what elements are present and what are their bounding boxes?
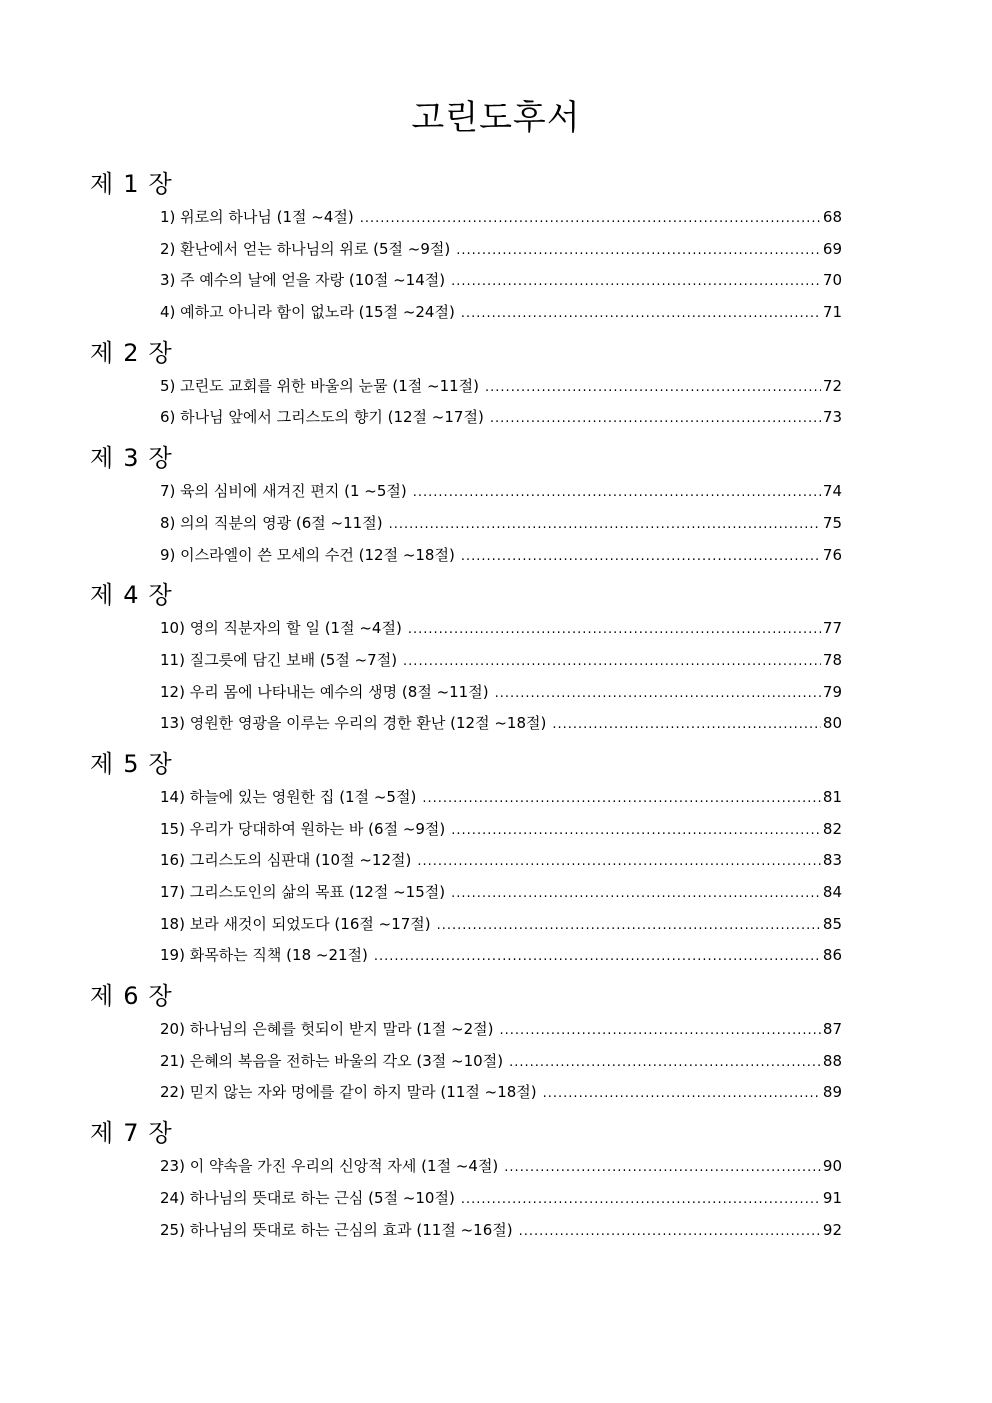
dot-leader	[408, 614, 821, 645]
toc-entry-page: 70	[822, 271, 842, 290]
toc-entry-page: 83	[822, 851, 842, 870]
toc-entry-page: 92	[822, 1220, 842, 1239]
toc-entry[interactable]	[160, 1014, 842, 1046]
toc-entry-label: 4) 예하고 아니라 함이 없노라 (15절 ~24절)	[160, 303, 455, 322]
toc-entry[interactable]	[160, 708, 842, 740]
dot-leader	[417, 846, 821, 877]
dot-leader	[451, 266, 821, 297]
toc-entry[interactable]	[160, 297, 842, 329]
chapter-heading	[90, 577, 992, 613]
toc-entry-page: 75	[822, 513, 842, 532]
chapter-suffix: 장	[148, 1119, 172, 1148]
chapter-heading	[90, 746, 992, 782]
toc-entry[interactable]	[160, 508, 842, 540]
toc-entry[interactable]	[160, 814, 842, 846]
toc-entry-label: 22) 믿지 않는 자와 멍에를 같이 하지 말라 (11절 ~18절)	[160, 1083, 537, 1102]
toc-entry-label: 6) 하나님 앞에서 그리스도의 향기 (12절 ~17절)	[160, 408, 484, 427]
chapter-prefix: 제	[90, 170, 114, 198]
chapter-suffix: 장	[148, 170, 172, 198]
toc-entry-label: 2) 환난에서 얻는 하나님의 위로 (5절 ~9절)	[160, 239, 451, 258]
toc-entry-label: 16) 그리스도의 심판대 (10절 ~12절)	[160, 851, 412, 870]
dot-leader	[461, 298, 821, 329]
toc-entry-label: 8) 의의 직분의 영광 (6절 ~11절)	[160, 513, 383, 532]
toc-entry[interactable]	[160, 845, 842, 877]
chapter-prefix: 제	[90, 1119, 114, 1148]
toc-entry[interactable]	[160, 265, 842, 297]
toc-entry[interactable]	[160, 402, 842, 434]
dot-leader	[360, 203, 821, 234]
toc-entry[interactable]	[160, 645, 842, 677]
toc-entry-page: 91	[822, 1188, 842, 1207]
toc-entry-label: 19) 화목하는 직책 (18 ~21절)	[160, 946, 368, 965]
chapter-heading	[90, 440, 992, 476]
chapter-heading	[90, 166, 992, 202]
toc-entry-page: 87	[822, 1020, 842, 1039]
toc-entry-page: 81	[822, 787, 842, 806]
toc-entry[interactable]	[160, 234, 842, 266]
toc-entry-page: 86	[822, 946, 842, 965]
toc-entry-page: 68	[822, 208, 842, 226]
toc-entry-label: 13) 영원한 영광을 이루는 우리의 경한 환난 (12절 ~18절)	[160, 714, 547, 733]
toc-entry-page: 89	[822, 1083, 842, 1102]
toc-entry-page: 85	[822, 914, 842, 933]
toc-entry[interactable]	[160, 677, 842, 709]
toc-entry-page: 79	[822, 682, 842, 701]
toc-entry-label: 21) 은혜의 복음을 전하는 바울의 각오 (3절 ~10절)	[160, 1051, 504, 1070]
dot-leader	[504, 1152, 821, 1183]
toc-entry[interactable]	[160, 877, 842, 909]
dot-leader	[437, 910, 821, 941]
toc-entry-page: 80	[822, 714, 842, 733]
chapter-prefix: 제	[90, 444, 114, 473]
toc-entry-label: 25) 하나님의 뜻대로 하는 근심의 효과 (11절 ~16절)	[160, 1220, 513, 1239]
chapter-number: 7	[123, 1119, 139, 1148]
toc-entry-label: 14) 하늘에 있는 영원한 집 (1절 ~5절)	[160, 787, 417, 806]
toc-entry-page: 88	[822, 1051, 842, 1070]
chapter-heading	[90, 1115, 992, 1151]
chapter-heading	[90, 978, 992, 1014]
chapter-prefix: 제	[90, 982, 114, 1011]
toc-entry[interactable]	[160, 613, 842, 645]
dot-leader	[461, 541, 821, 572]
toc-entry-label: 5) 고린도 교회를 위한 바울의 눈물 (1절 ~11절)	[160, 376, 480, 395]
toc-entry[interactable]	[160, 782, 842, 814]
toc-entry[interactable]	[160, 371, 842, 403]
toc-entry-label: 20) 하나님의 은혜를 헛되이 받지 말라 (1절 ~2절)	[160, 1020, 494, 1039]
dot-leader	[500, 1015, 821, 1046]
table-of-contents	[0, 160, 992, 1246]
toc-entry-page: 84	[822, 883, 842, 901]
toc-entry[interactable]	[160, 476, 842, 508]
toc-entry-page: 71	[822, 303, 842, 322]
chapter-prefix: 제	[90, 338, 114, 367]
toc-entry[interactable]	[160, 1183, 842, 1215]
chapter-suffix: 장	[148, 338, 172, 367]
toc-entry-label: 1) 위로의 하나님 (1절 ~4절)	[160, 208, 354, 226]
dot-leader	[413, 477, 821, 508]
chapter-number: 5	[123, 749, 139, 778]
dot-leader	[485, 372, 821, 403]
chapter-number: 4	[123, 581, 139, 610]
toc-entry[interactable]	[160, 1215, 842, 1247]
toc-entry-page: 74	[822, 482, 842, 501]
toc-entry[interactable]	[160, 909, 842, 941]
toc-entry[interactable]	[160, 202, 842, 234]
document-title: 고린도후서	[411, 98, 581, 138]
toc-entry-label: 3) 주 예수의 날에 얻을 자랑 (10절 ~14절)	[160, 271, 446, 290]
toc-entry[interactable]	[160, 540, 842, 572]
chapter-number: 3	[123, 444, 139, 473]
toc-entry-label: 11) 질그릇에 담긴 보배 (5절 ~7절)	[160, 650, 398, 669]
toc-entry-label: 12) 우리 몸에 나타내는 예수의 생명 (8절 ~11절)	[160, 682, 489, 701]
toc-entry-page: 69	[822, 239, 842, 258]
chapter-suffix: 장	[148, 749, 172, 778]
chapter-suffix: 장	[148, 581, 172, 610]
dot-leader	[456, 235, 821, 266]
dot-leader	[451, 815, 821, 846]
chapter-number: 2	[123, 338, 139, 367]
chapter-number: 6	[123, 982, 139, 1011]
dot-leader	[543, 1078, 821, 1109]
dot-leader	[519, 1216, 821, 1247]
toc-entry[interactable]	[160, 1077, 842, 1109]
dot-leader	[461, 1184, 821, 1215]
chapter-prefix: 제	[90, 749, 114, 778]
dot-leader	[509, 1047, 821, 1078]
toc-entry-label: 10) 영의 직분자의 할 일 (1절 ~4절)	[160, 619, 402, 638]
chapter-suffix: 장	[148, 982, 172, 1011]
toc-entry-page: 78	[822, 650, 842, 669]
dot-leader	[552, 709, 821, 740]
toc-entry-page: 76	[822, 545, 842, 564]
dot-leader	[495, 678, 821, 709]
toc-entry-label: 18) 보라 새것이 되었도다 (16절 ~17절)	[160, 914, 431, 933]
chapter-heading	[90, 335, 992, 371]
toc-entry[interactable]	[160, 1046, 842, 1078]
dot-leader	[389, 509, 821, 540]
toc-entry-label: 23) 이 약속을 가진 우리의 신앙적 자세 (1절 ~4절)	[160, 1157, 499, 1176]
toc-entry-label: 17) 그리스도인의 삶의 목표 (12절 ~15절)	[160, 883, 446, 901]
dot-leader	[422, 783, 821, 814]
toc-entry-page: 77	[822, 619, 842, 638]
chapter-suffix: 장	[148, 444, 172, 473]
toc-entry-label: 15) 우리가 당대하여 원하는 바 (6절 ~9절)	[160, 819, 446, 838]
toc-entry-label: 7) 육의 심비에 새겨진 편지 (1 ~5절)	[160, 482, 407, 501]
chapter-number: 1	[123, 170, 139, 198]
toc-entry-label: 24) 하나님의 뜻대로 하는 근심 (5절 ~10절)	[160, 1188, 455, 1207]
toc-entry-page: 90	[822, 1157, 842, 1176]
toc-entry[interactable]	[160, 940, 842, 972]
toc-entry-page: 82	[822, 819, 842, 838]
dot-leader	[374, 941, 821, 972]
chapter-prefix: 제	[90, 581, 114, 610]
toc-entry-page: 73	[822, 408, 842, 427]
toc-entry-page: 72	[822, 376, 842, 395]
toc-entry-label: 9) 이스라엘이 쓴 모세의 수건 (12절 ~18절)	[160, 545, 455, 564]
dot-leader	[403, 646, 821, 677]
toc-entry[interactable]	[160, 1151, 842, 1183]
dot-leader	[490, 403, 821, 434]
dot-leader	[451, 878, 821, 909]
